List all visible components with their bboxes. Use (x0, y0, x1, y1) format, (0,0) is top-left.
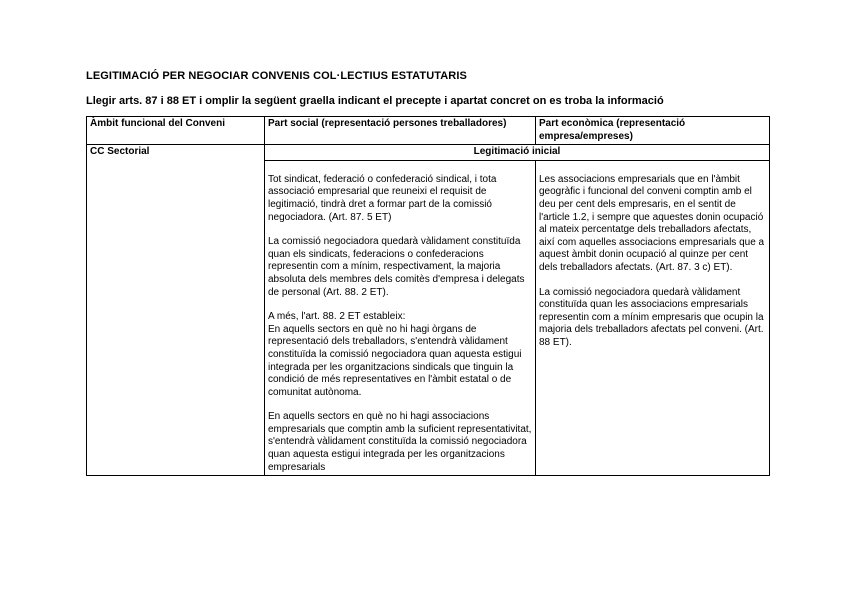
economic-cell (536, 160, 770, 475)
social-paragraph: A més, l'art. 88. 2 ET estableix: (268, 311, 406, 323)
legitimation-table (86, 116, 770, 476)
section-heading: Legitimació inicial (265, 145, 770, 161)
row-label-sectoral: CC Sectorial (87, 145, 265, 476)
section-row (87, 145, 770, 161)
social-paragraph: En aquells sectors en què no hi hagi òrgans de representació dels treballadors, s'entendrà vàlidament constituïda la comissió negociadora quan aquesta estigui integrada per les organitzacions sindicals que tinguin la condició de més representatives en l'àmbit estatal o de comunitat autònoma. (268, 323, 522, 398)
economic-paragraph: La comissió negociadora quedarà vàlidament constituïda quan les associacions empresarials representin com a mínim empresaris que ocupin la majoria dels treballadors afectats pel conveni. (Art. 88 ET). (539, 286, 764, 348)
header-social-part: Part social (representació persones treballadores) (265, 117, 536, 145)
social-paragraph: La comissió negociadora quedarà vàlidament constituïda quan els sindicats, federacions o confederacions representin com a mínim, respectivament, la majoria absoluta dels membres dels comitès d'empresa i delegats de personal (Art. 88. 2 ET). (268, 236, 525, 298)
document-title: LEGITIMACIÓ PER NEGOCIAR CONVENIS COL·LECTIUS ESTATUTARIS (86, 70, 467, 82)
header-row (87, 117, 770, 145)
header-scope: Àmbit funcional del Conveni (87, 117, 265, 145)
social-paragraph: En aquells sectors en què no hi hagi associacions empresarials que comptin amb la suficient representativitat, s'entendrà vàlidament constituïda la comissió negociadora quan aquesta estigui integrada per les organitzacions empresarials (268, 411, 532, 473)
header-economic-part: Part econòmica (representació empresa/empreses) (536, 117, 770, 145)
social-paragraph: Tot sindicat, federació o confederació sindical, i tota associació empresarial que reuneixi el requisit de legitimació, tindrà dret a formar part de la comissió negociadora. (Art. 87. 5 ET) (268, 173, 497, 223)
economic-paragraph: Les associacions empresarials que en l'àmbit geogràfic i funcional del conveni comptin amb el deu per cent dels empresaris, en el sentit de l'article 1.2, i sempre que aquestes donin ocupació al mateix percentatge dels treballadors afectats, així com aquelles associacions empresarials que a aquest àmbit donin ocupació al quinze per cent dels treballadors afectats. (Art. 87. 3 c) ET). (539, 173, 765, 273)
instruction-text: Llegir arts. 87 i 88 ET i omplir la següent graella indicant el precepte i apartat concret on es troba la informació (86, 95, 664, 107)
social-cell (265, 160, 536, 475)
